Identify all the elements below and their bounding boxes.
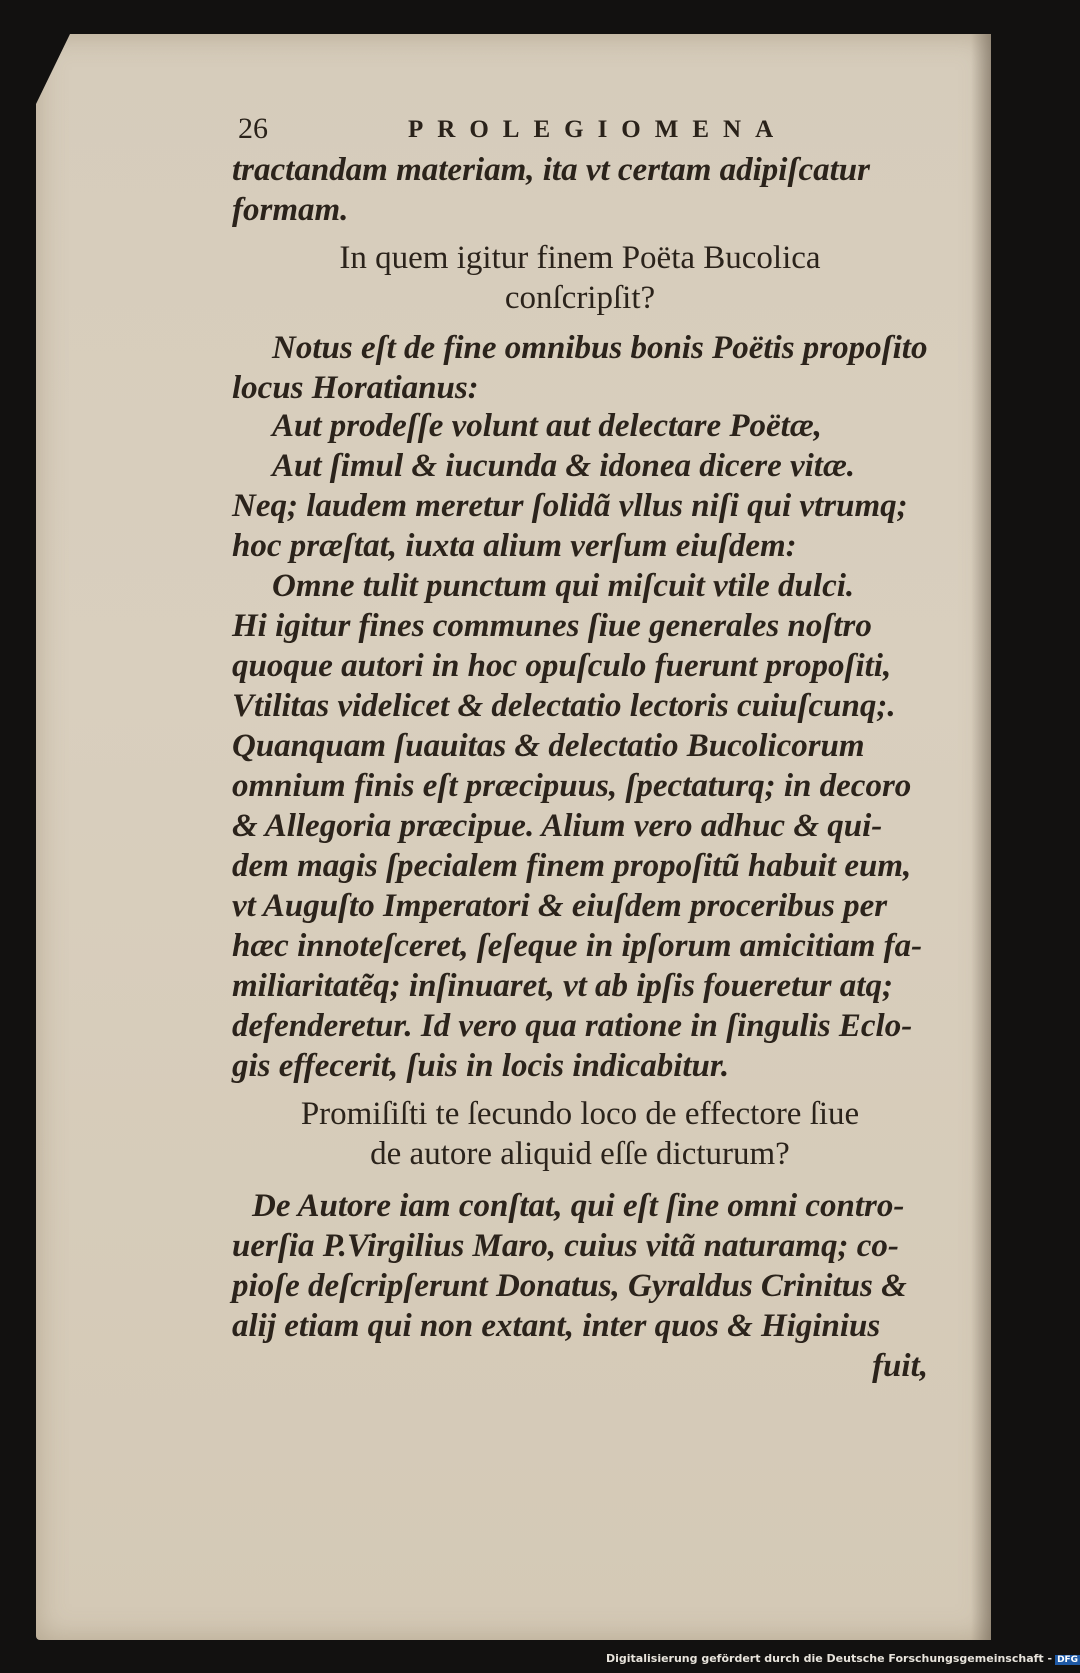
text-line: hæc innoteſceret, ſeſeque in ipſorum amicitiam fa- [232,928,923,964]
page-edge-shadow [971,34,991,1640]
page-header [238,112,798,152]
credit-text: Digitalisierung gefördert durch die Deutsche Forschungsgemeinschaft - [606,1652,1053,1665]
running-title: PROLEGIOMENA [408,116,788,143]
text-line: Notus eſt de fine omnibus bonis Poëtis propoſito [272,330,928,366]
text-line: omnium finis eſt præcipuus, ſpectaturq; in decoro [232,768,912,804]
text-line: formam. [232,192,349,228]
text-line: vt Auguſto Imperatori & eiuſdem proceribus per [232,888,888,924]
text-line: locus Horatianus: [232,370,479,406]
text-line: Vtilitas videlicet & delectatio lectoris cuiuſcunq;. [232,688,896,724]
text-line: uerſia P.Virgilius Maro, cuius vitã naturamq; co- [232,1228,899,1264]
text-line: dem magis ſpecialem finem propoſitũ habuit eum, [232,848,912,884]
text-line: defenderetur. Id vero qua ratione in ſingulis Eclo- [232,1008,913,1044]
digitization-credit [606,1652,1080,1665]
page-body [232,150,928,1390]
verse-line: Omne tulit punctum qui miſcuit vtile dulci. [272,568,855,604]
question-heading-line: Promiſiſti te ſecundo loco de effectore ſiue [300,1096,860,1132]
text-line: miliaritatẽq; inſinuaret, vt ab ipſis foueretur atq; [232,968,893,1004]
question-heading-line: In quem igitur finem Poëta Bucolica [339,240,821,276]
text-line: quoque autori in hoc opuſculo fuerunt propoſiti, [232,648,892,684]
text-line: Neq; laudem meretur ſolidã vllus niſi qui vtrumq; [232,488,908,524]
torn-corner [36,34,70,104]
text-line: hoc præſtat, iuxta alium verſum eiuſdem: [232,528,797,564]
page-number: 26 [238,112,268,145]
dfg-logo: DFG [1057,1655,1079,1665]
text-line: De Autore iam conſtat, qui eſt ſine omni contro- [252,1188,905,1224]
text-line: gis effecerit, ſuis in locis indicabitur. [232,1048,730,1084]
catchword: fuit, [872,1348,928,1384]
text-line: Hi igitur fines communes ſiue generales noſtro [232,608,872,644]
text-line: Quanquam ſuauitas & delectatio Bucolicorum [232,728,865,764]
question-heading-line: de autore aliquid eſſe dicturum? [370,1136,790,1172]
text-line: & Allegoria præcipue. Alium vero adhuc & qui- [232,808,883,844]
verse-line: Aut prodeſſe volunt aut delectare Poëtæ, [272,408,822,444]
text-line: alij etiam qui non extant, inter quos & Higinius [232,1308,881,1344]
question-heading-line: conſcripſit? [504,280,656,316]
verse-line: Aut ſimul & iucunda & idonea dicere vitæ. [272,448,856,484]
text-line: tractandam materiam, ita vt certam adipiſcatur [232,152,870,188]
text-line: pioſe deſcripſerunt Donatus, Gyraldus Crinitus & [232,1268,907,1304]
